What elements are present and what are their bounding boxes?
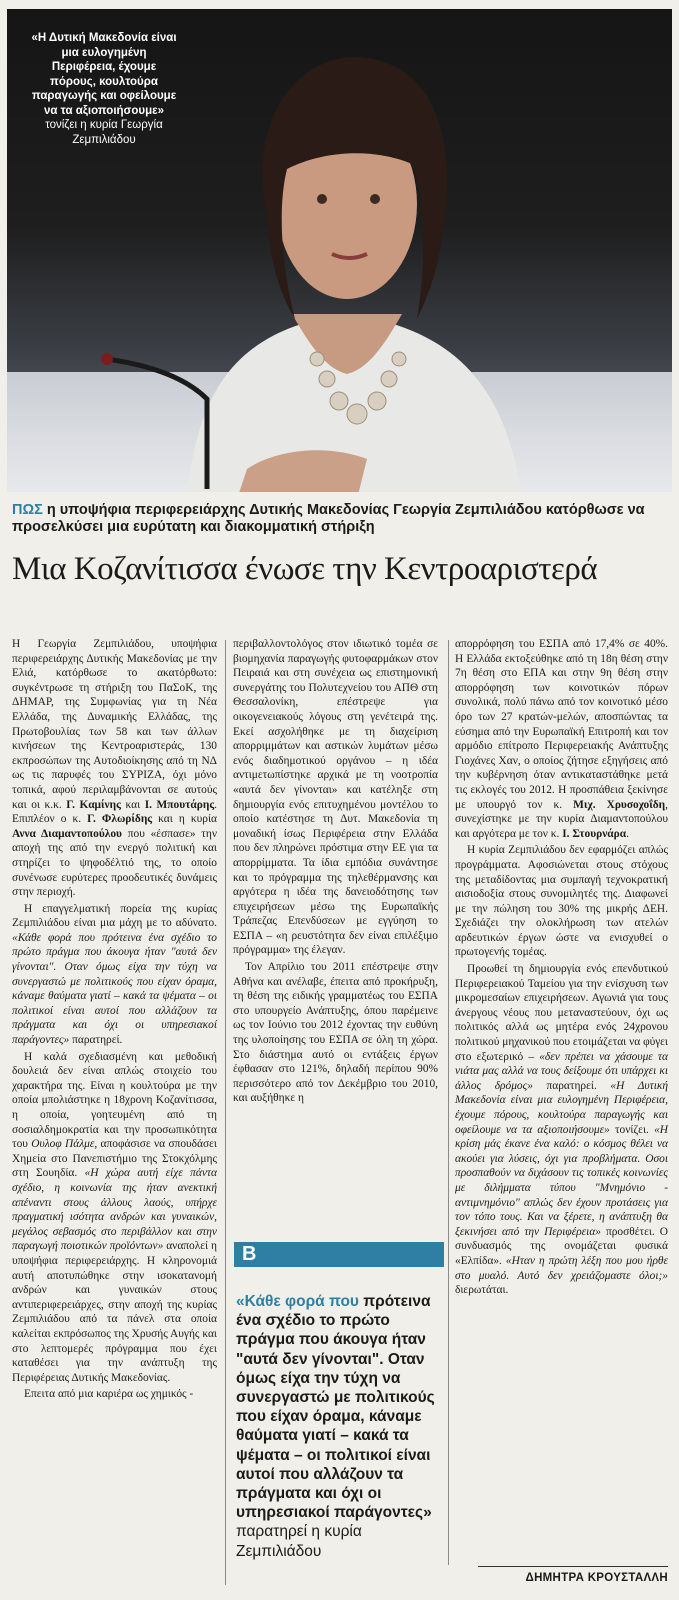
caption-quote: «Η Δυτική Μακεδονία είναι μια ευλογημένη Περιφέρεια, έχουμε πόρους, κουλτούρα παραγωγής και οφείλουμε να τα αξιοποιήσουμε»	[31, 32, 177, 117]
caption-attribution: τονίζει η κυρία Γεωργία Ζεμπιλιάδου	[45, 119, 163, 146]
paragraph: απορρόφηση του ΕΣΠΑ από 17,4% σε 40%. Η Ελλάδα εκτοξεύθηκε από τη 18η θέση στην 7η θέση στο ΕΠΑ και στην 9η θέση στην απορρόφηση των κοινοτικών πόρων συνολικά, πολύ πάνω από τον κοινοτικό μέσο όρο των 27 κρατών-μελών, αποσπώντας τα εύσημα από την Ευρωπαϊκή Επιτροπή και τον αρμόδιο επίτροπο Περιφερειακής Ανάπτυξης Γιοχάνες Χαν, ο οποίος ζήτησε εξηγήσεις από την κυβέρνηση όταν αντικαταστάθηκε μετά τις εκλογές του 2012. Η προσπάθεια ξεκίνησε με υπουργό τον κ. Μιχ. Χρυσοχοΐδη, συνεχίστηκε με την κυρία Διαμαντοπούλου και αργότερα με τον κ. Ι. Στουρνάρα.	[455, 638, 668, 840]
article-headline: Μια Κοζανίτισσα ένωσε την Κεντροαριστερά	[12, 551, 598, 587]
paragraph: Η καλά σχεδιασμένη και μεθοδική δουλειά δεν είναι απλώς στοιχείο του χαρακτήρα της. Είναι η κουλτούρα με την οποία μπολιάστηκε η 18χρονη Κοζανίτισσα, η οποία, γοητευμένη από τη σοσιαλδημοκρατία και την προσωπικότητα του Ουλοφ Πάλμε, αποφάσισε να σπουδάσει Χημεία στο Πανεπιστήμιο της Στοκχόλμης στη Σουηδία. «Η χώρα αυτή είχε πάντα σχέδιο, η κοινωνία της ήταν ανεκτική απέναντι στους άλλους λαούς, υπήρχε πραγματική ισότητα ανδρών και γυναικών, μεγάλος σεβασμός στο περιβάλλον και στην παραγωγή ποιοτικών προϊόντων» αναπολεί η υποψήφια περιφερειάρχης. Η κληρονομιά αυτή αποτυπώθηκε στην ισοκατανομή ανδρών και γυναικών στους αντιπεριφερειάρχες, στην αποχή της κυρίας Ζεμπιλιάδου από τα πάνελ στα οποία καλείται εκπρόσωπος της Χρυσής Αυγής και στο λεπτομερές πρόγραμμα που έχει καταθέσει για την ανάπτυξη της Περιφέρειας Δυτικής Μακεδονίας.	[12, 1050, 217, 1384]
kicker-text: η υποψήφια περιφερειάρχης Δυτικής Μακεδονίας Γεωργία Ζεμπιλιάδου κατόρθωσε να προσελκύσει μια ευρύτατη και διακομματική στήριξη	[12, 502, 645, 535]
kicker-tag: ΠΩΣ	[12, 502, 43, 518]
paragraph: Η επαγγελματική πορεία της κυρίας Ζεμπιλιάδου είναι μια μάχη με το αδύνατο. «Κάθε φορά που πρότεινα ένα σχέδιο το πρώτο πράγμα που άκουγα ήταν "αυτά δεν γίνονται". Οταν όμως είχα την τύχη να συνεργαστώ με πολιτικούς που είχαν όραμα, κάναμε θαύματα γιατί – κακά τα ψέματα – οι πολιτικοί είναι αυτοί που αλλάζουν τα πράγματα και όχι οι υπηρεσιακοί παράγοντες» παρατηρεί.	[12, 902, 217, 1047]
byline: ΔΗΜΗΤΡΑ ΚΡΟΥΣΤΑΛΛΗ	[525, 1572, 668, 1584]
paragraph: Τον Απρίλιο του 2011 επέστρεψε στην Αθήνα και ανέλαβε, έπειτα από προκήρυξη, τη θέση της ειδικής γραμματέως του ΕΣΠΑ στο υπουργείο Ανάπτυξης, όπου παρέμεινε ως τον Ιούνιο του 2012 έχοντας την ευθύνη της υλοποίησης του ΕΣΠΑ σε όλη τη χώρα. Στο διάστημα αυτό οι εντάξεις έργων έφθασαν στο 121%, δηλαδή περίπου 90% περισσότερο από τον Δεκέμβριο του 2010, και αυξήθηκε η	[233, 961, 438, 1105]
microphone	[97, 339, 227, 489]
section-badge-letter: B	[242, 1243, 257, 1265]
column-divider	[225, 640, 226, 1585]
column-divider	[448, 640, 449, 1565]
article-column-2	[233, 637, 438, 1237]
section-badge	[234, 1242, 444, 1267]
paragraph: Η Γεωργία Ζεμπιλιάδου, υποψήφια περιφερειάρχης Δυτικής Μακεδονίας με την Ελιά, κατόρθωσε το ακατόρθωτο: συγκέντρωσε τη στήριξη του ΠαΣοΚ, της ΔΗΜΑΡ, της Συμφωνίας για τη Νέα Ελλάδα, της Δυναμικής Ελλάδας, της Πρωτοβουλίας των 58 και των άλλων κινήσεων της Κεντροαριστεράς, 130 εκπροσώπων της Αυτοδιοίκησης από τη ΝΔ ως τις παρυφές του ΣΥΡΙΖΑ, όχι μόνο τοπικά, αφού περιλαμβάνονται σε αυτούς και οι κ.κ. Γ. Καμίνης και Ι. Μπουτάρης. Επιπλέον ο κ. Γ. Φλωρίδης και η κυρία Αννα Διαμαντοπούλου που «έσπασε» την αποχή της από την ενεργό πολιτική και στηρίζει το ψηφοδέλτιό της, το οποίο συνένωσε ευρύτερες προοδευτικές δυνάμεις στην περιοχή.	[12, 638, 217, 899]
pull-quote	[236, 1292, 446, 1561]
byline-rule	[478, 1566, 668, 1567]
paragraph: Η κυρία Ζεμπιλιάδου δεν εφαρμόζει απλώς προγράμματα. Αφοσιώνεται στους στόχους της μεταδίδοντας μια συμπαγή τεχνοκρατική αισιοδοξία στους συνομιλητές της. Διαφωνεί με την πώληση του 30% της μικρής ΔΕΗ. Σχεδιάζει την ολοκλήρωση των ατελών αρδευτικών έργων ώστε να ενισχυθεί ο πρωτογενής τομέας.	[455, 844, 668, 959]
paragraph: Προωθεί τη δημιουργία ενός επενδυτικού Περιφερειακού Ταμείου για την ενίσχυση των μικρομεσαίων επιχειρήσεων. Αγωνιά για τους άνεργους νέους που μεταναστεύουν, όχι ως πολιτικός αλλά ως μητέρα ενός 24χρονου πολιτικού μηχανικού που ετοιμάζεται να φύγει στο εξωτερικό – «δεν πρέπει να χάσουμε τα νιάτα μας αλλά να τους δείξουμε ότι υπάρχει κι άλλος δρόμος» παρατηρεί. «Η Δυτική Μακεδονία είναι μια ευλογημένη Περιφέρεια, έχουμε πόρους, κουλτούρα παραγωγής και οφείλουμε να τα αξιοποιήσουμε» τονίζει. «Η κρίση μάς έκανε ένα καλό: ο κόσμος θέλει να ακούει για λύσεις, όχι για προβλήματα. Οσοι προσπαθούν να διχάσουν τις τοπικές κοινωνίες με διλήμματα τύπου "Μνημόνιο - αντιμνημόνιο" απλώς δεν έχουν προτάσεις για τον τόπο τους. Και να ξέρετε, η ανάπτυξη θα ξεκινήσει από την Περιφέρεια» προσθέτει. Ο συνδυασμός της ονομάζεται φυσικά «Ελπίδα». «Ηταν η πρώτη λέξη που μου ήρθε στο μυαλό. Αυτό δεν χρειάζομαστε όλοι;» διερωτάται.	[455, 963, 668, 1297]
pull-quote-lead: «Κάθε φορά που	[236, 1293, 359, 1310]
portrait-photo	[7, 9, 672, 492]
photo-caption	[29, 31, 179, 147]
paragraph: περιβαλλοντολόγος στον ιδιωτικό τομέα σε βιομηχανία παραγωγής φυτοφαρμάκων στον Πειραιά και στη συνέχεια ως επιστημονική συνεργάτης του Πολυτεχνείου του ΑΠΘ στη Θεσσαλονίκη, επέστρεψε για οικογενειακούς λόγους στη γενέτειρά της. Εκεί ασχολήθηκε με τη διαχείριση απορριμμάτων και αστικών λυμάτων μέσω ενός διαδημοτικού οργάνου – η ιδέα αντιμετωπίστηκε αρχικά με τη νοοτροπία «αυτά δεν γίνονται» και κατέληξε στη δημιουργία ενός επιτυχημένου μοντέλου το οποίο κατέστησε τη Δυτ. Μακεδονία τη μοναδική ίσως Περιφέρεια στην Ελλάδα που δεν πληρώνει πρόστιμα στην ΕΕ για τα απορρίμματα. Τα ίδια εμπόδια συνάντησε και το πρόγραμμα της τηλεθέρμανσης και αργότερα η ιδέα της δανειοδότησης των επιχειρήσεων μέσω της Ευρωπαϊκής Τράπεζας Επενδύσεων με εγγύηση το ΕΣΠΑ – «η ρευστότητα δεν είναι επιλέξιμο πρόγραμμα» της έλεγαν.	[233, 638, 438, 957]
pull-quote-attribution: παρατηρεί η κυρία Ζεμπιλιάδου	[236, 1523, 362, 1560]
paragraph: Επειτα από μια καριέρα ως χημικός -	[24, 1388, 194, 1401]
article-column-3	[455, 637, 668, 1567]
article-kicker	[12, 502, 672, 536]
article-column-1	[12, 637, 217, 1587]
pull-quote-body: πρότεινα ένα σχέδιο το πρώτο πράγμα που άκουγα ήταν "αυτά δεν γίνονται". Οταν όμως είχα την τύχη να συνεργαστώ με πολιτικούς που είχαν όραμα, κάναμε θαύματα γιατί – κακά τα ψέματα – οι πολιτικοί είναι αυτοί που αλλάζουν τα πράγματα και όχι οι υπηρεσιακοί παράγοντες»	[236, 1293, 435, 1522]
